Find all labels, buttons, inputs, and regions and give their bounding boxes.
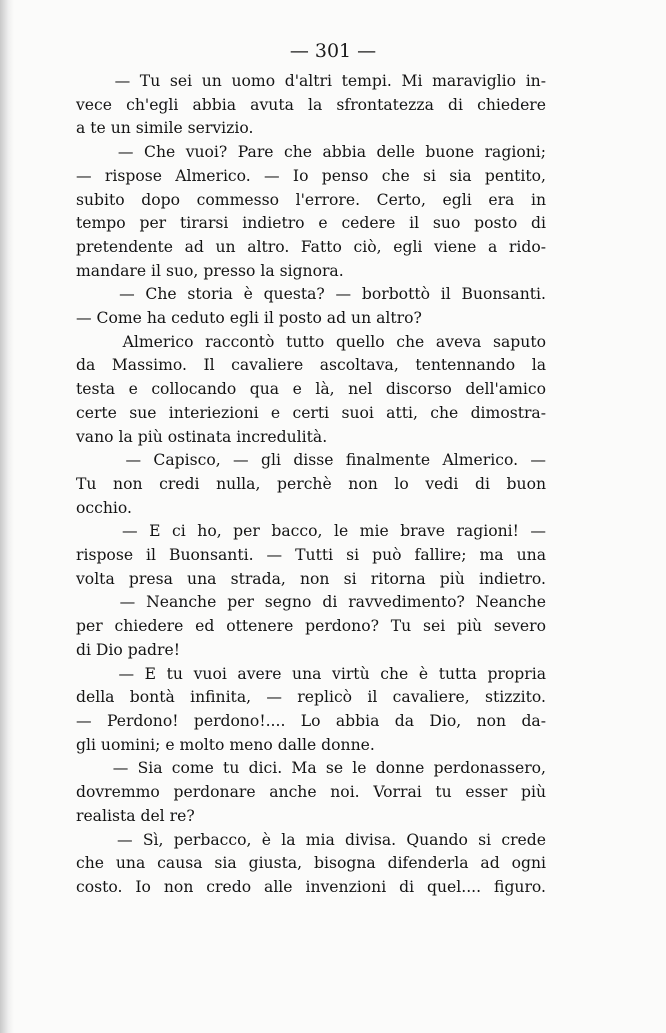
text-line: certe sue interiezioni e certi suoi atti, che dimostra- [76, 403, 546, 422]
text-line: della bontà infinita, — replicò il cavaliere, stizzito. [76, 688, 546, 707]
text-line: — E tu vuoi avere una virtù che è tutta propria [76, 664, 546, 683]
text-line: — Che vuoi? Pare che abbia delle buone ragioni; [76, 143, 546, 162]
page-body-text [76, 70, 546, 900]
text-line: dovremmo perdonare anche noi. Vorrai tu esser più [76, 783, 546, 802]
text-line: per chiedere ed ottenere perdono? Tu sei più severo [76, 617, 546, 636]
text-line: che una causa sia giusta, bisogna difenderla ad ogni [76, 854, 546, 873]
page-gutter-shadow [0, 0, 14, 1033]
text-line: Almerico raccontò tutto quello che aveva saputo [76, 332, 546, 351]
text-line: — Sì, perbacco, è la mia divisa. Quando si crede [76, 830, 546, 849]
text-line: volta presa una strada, non si ritorna più indietro. [76, 569, 546, 588]
text-line: di Dio padre! [76, 640, 180, 659]
text-line: a te un simile servizio. [76, 119, 254, 138]
text-line: — rispose Almerico. — Io penso che si sia pentito, [76, 166, 546, 185]
text-line: — Perdono! perdono!.... Lo abbia da Dio, non da- [76, 711, 546, 730]
text-line: — Che storia è questa? — borbottò il Buonsanti. [76, 285, 546, 304]
text-line: occhio. [76, 498, 132, 517]
text-line: testa e collocando qua e là, nel discorso dell'amico [76, 380, 546, 399]
text-line: Tu non credi nulla, perchè non lo vedi di buon [76, 474, 546, 493]
text-line: mandare il suo, presso la signora. [76, 261, 344, 280]
text-line: da Massimo. Il cavaliere ascoltava, tentennando la [76, 356, 546, 375]
text-line: rispose il Buonsanti. — Tutti si può fallire; ma una [76, 546, 546, 565]
text-line: — Sia come tu dici. Ma se le donne perdonassero, [76, 759, 546, 778]
text-line: realista del re? [76, 806, 195, 825]
text-line: — Neanche per segno di ravvedimento? Neanche [76, 593, 546, 612]
text-line: — Come ha ceduto egli il posto ad un altro? [76, 309, 422, 328]
text-line: gli uomini; e molto meno dalle donne. [76, 735, 375, 754]
text-line: vece ch'egli abbia avuta la sfrontatezza di chiedere [76, 95, 546, 114]
text-line: vano la più ostinata incredulità. [76, 427, 328, 446]
page-number: — 301 — [289, 40, 377, 62]
text-line: — Capisco, — gli disse finalmente Almerico. — [76, 451, 546, 470]
text-line: tempo per tirarsi indietro e cedere il suo posto di [76, 214, 546, 233]
text-line: pretendente ad un altro. Fatto ciò, egli viene a rido- [76, 237, 546, 256]
text-line: — Tu sei un uomo d'altri tempi. Mi maraviglio in- [76, 72, 546, 90]
text-line: subito dopo commesso l'errore. Certo, egli era in [76, 190, 546, 209]
text-line: — E ci ho, per bacco, le mie brave ragioni! — [76, 522, 546, 541]
text-line: costo. Io non credo alle invenzioni di quel.... figuro. [76, 877, 546, 896]
